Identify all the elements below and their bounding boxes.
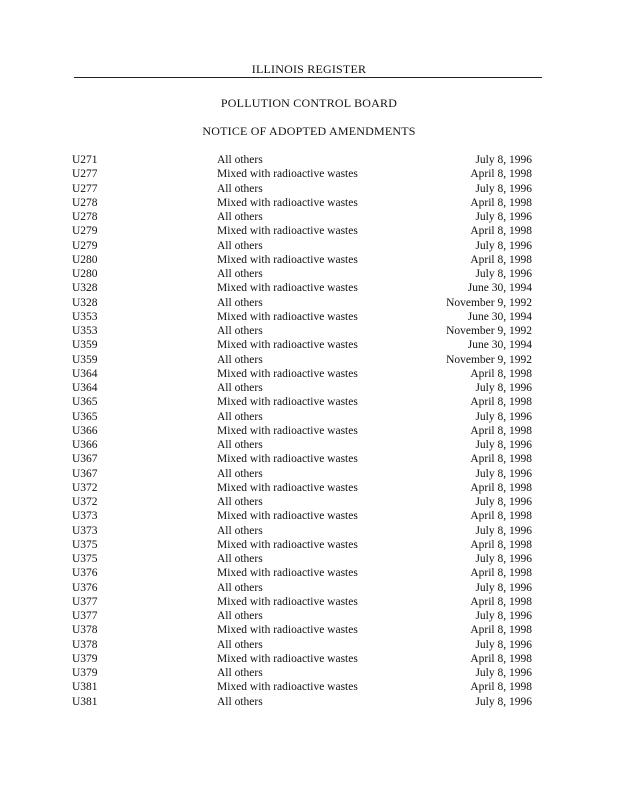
waste-code: U372: [72, 481, 98, 494]
waste-description: All others: [217, 610, 263, 622]
waste-code: U328: [72, 282, 98, 295]
effective-date: July 8, 1996: [475, 439, 532, 451]
effective-date: April 8, 1998: [470, 196, 532, 209]
waste-description: Mixed with radioactive wastes: [217, 310, 358, 323]
waste-description: Mixed with radioactive wastes: [217, 282, 358, 295]
effective-date: July 8, 1996: [475, 553, 532, 565]
effective-date: April 8, 1998: [470, 567, 532, 580]
waste-code: U277: [72, 168, 98, 181]
waste-code: U377: [72, 610, 98, 622]
table-row: [0, 566, 618, 580]
effective-date: April 8, 1998: [470, 253, 532, 266]
waste-code: U279: [72, 225, 98, 238]
effective-date: April 8, 1998: [470, 538, 532, 551]
waste-description: All others: [217, 154, 263, 166]
table-row: [0, 623, 618, 637]
table-row: [0, 666, 618, 680]
waste-description: Mixed with radioactive wastes: [217, 367, 358, 380]
register-title: ILLINOIS REGISTER: [251, 62, 367, 76]
effective-date: July 8, 1996: [475, 182, 532, 195]
waste-code: U378: [72, 624, 98, 637]
effective-date: July 8, 1996: [475, 467, 532, 480]
waste-description: Mixed with radioactive wastes: [217, 595, 358, 608]
waste-description: Mixed with radioactive wastes: [217, 567, 358, 580]
table-row: [0, 595, 618, 609]
table-row: [0, 581, 618, 595]
waste-description: All others: [217, 296, 263, 309]
waste-code: U379: [72, 667, 98, 679]
effective-date: July 8, 1996: [475, 410, 532, 423]
effective-date: April 8, 1998: [470, 624, 532, 637]
waste-description: All others: [217, 667, 263, 679]
table-row: [0, 196, 618, 210]
waste-description: All others: [217, 239, 263, 252]
waste-code: U381: [72, 681, 98, 694]
waste-code: U375: [72, 538, 98, 551]
table-row: [0, 467, 618, 481]
effective-date: July 8, 1996: [475, 695, 532, 708]
waste-description: All others: [217, 553, 263, 565]
table-row: [0, 253, 618, 267]
table-row: [0, 210, 618, 224]
waste-description: All others: [217, 695, 263, 708]
effective-date: July 8, 1996: [475, 154, 532, 166]
waste-description: All others: [217, 353, 263, 366]
waste-description: Mixed with radioactive wastes: [217, 624, 358, 637]
waste-description: All others: [217, 439, 263, 451]
waste-description: All others: [217, 638, 263, 651]
notice-title: NOTICE OF ADOPTED AMENDMENTS: [202, 124, 416, 138]
effective-date: July 8, 1996: [475, 382, 532, 394]
effective-date: November 9, 1992: [446, 296, 532, 309]
waste-description: Mixed with radioactive wastes: [217, 538, 358, 551]
waste-description: All others: [217, 382, 263, 394]
waste-description: All others: [217, 325, 263, 337]
waste-code: U381: [72, 695, 98, 708]
waste-code: U379: [72, 652, 98, 665]
effective-date: April 8, 1998: [470, 168, 532, 181]
table-row: [0, 524, 618, 538]
waste-code: U328: [72, 296, 98, 309]
waste-code: U364: [72, 367, 98, 380]
effective-date: June 30, 1994: [467, 339, 532, 352]
waste-code: U271: [72, 154, 98, 166]
effective-date: April 8, 1998: [470, 453, 532, 466]
waste-description: All others: [217, 211, 263, 223]
waste-description: All others: [217, 524, 263, 537]
table-row: [0, 338, 618, 352]
waste-code: U377: [72, 595, 98, 608]
header-rule: [74, 77, 542, 78]
waste-description: Mixed with radioactive wastes: [217, 424, 358, 437]
table-row: [0, 552, 618, 566]
effective-date: April 8, 1998: [470, 652, 532, 665]
waste-code: U279: [72, 239, 98, 252]
waste-description: Mixed with radioactive wastes: [217, 481, 358, 494]
table-row: [0, 167, 618, 181]
waste-code: U375: [72, 553, 98, 565]
waste-description: All others: [217, 581, 263, 594]
effective-date: July 8, 1996: [475, 211, 532, 223]
waste-description: Mixed with radioactive wastes: [217, 253, 358, 266]
table-row: [0, 680, 618, 694]
waste-code: U364: [72, 382, 98, 394]
effective-date: July 8, 1996: [475, 610, 532, 622]
waste-code: U366: [72, 439, 98, 451]
table-row: [0, 281, 618, 295]
effective-date: April 8, 1998: [470, 424, 532, 437]
effective-date: July 8, 1996: [475, 239, 532, 252]
waste-description: Mixed with radioactive wastes: [217, 453, 358, 466]
table-row: [0, 652, 618, 666]
table-row: [0, 353, 618, 367]
table-row: [0, 452, 618, 466]
table-row: [0, 495, 618, 509]
effective-date: November 9, 1992: [446, 325, 532, 337]
waste-code: U359: [72, 353, 98, 366]
waste-description: Mixed with radioactive wastes: [217, 396, 358, 409]
effective-date: April 8, 1998: [470, 225, 532, 238]
waste-code-table: [0, 153, 618, 709]
waste-code: U378: [72, 638, 98, 651]
effective-date: July 8, 1996: [475, 667, 532, 679]
table-row: [0, 239, 618, 253]
table-row: [0, 509, 618, 523]
waste-code: U278: [72, 211, 98, 223]
table-row: [0, 367, 618, 381]
waste-description: Mixed with radioactive wastes: [217, 339, 358, 352]
table-row: [0, 224, 618, 238]
waste-description: Mixed with radioactive wastes: [217, 225, 358, 238]
waste-code: U367: [72, 453, 98, 466]
waste-description: Mixed with radioactive wastes: [217, 510, 358, 523]
table-row: [0, 424, 618, 438]
waste-code: U373: [72, 510, 98, 523]
waste-code: U353: [72, 310, 98, 323]
waste-code: U365: [72, 410, 98, 423]
waste-code: U278: [72, 196, 98, 209]
waste-description: Mixed with radioactive wastes: [217, 168, 358, 181]
board-title: POLLUTION CONTROL BOARD: [220, 96, 398, 110]
table-row: [0, 324, 618, 338]
waste-code: U372: [72, 496, 98, 508]
waste-code: U365: [72, 396, 98, 409]
waste-code: U353: [72, 325, 98, 337]
table-row: [0, 410, 618, 424]
effective-date: April 8, 1998: [470, 595, 532, 608]
effective-date: July 8, 1996: [475, 581, 532, 594]
waste-code: U280: [72, 268, 98, 280]
waste-description: Mixed with radioactive wastes: [217, 196, 358, 209]
effective-date: July 8, 1996: [475, 268, 532, 280]
table-row: [0, 182, 618, 196]
waste-description: All others: [217, 182, 263, 195]
waste-code: U359: [72, 339, 98, 352]
table-row: [0, 153, 618, 167]
waste-description: All others: [217, 410, 263, 423]
waste-description: All others: [217, 268, 263, 280]
table-row: [0, 395, 618, 409]
effective-date: July 8, 1996: [475, 496, 532, 508]
effective-date: July 8, 1996: [475, 638, 532, 651]
effective-date: July 8, 1996: [475, 524, 532, 537]
effective-date: April 8, 1998: [470, 481, 532, 494]
waste-code: U376: [72, 567, 98, 580]
waste-code: U373: [72, 524, 98, 537]
waste-code: U367: [72, 467, 98, 480]
table-row: [0, 609, 618, 623]
table-row: [0, 267, 618, 281]
table-row: [0, 381, 618, 395]
table-row: [0, 296, 618, 310]
waste-description: All others: [217, 496, 263, 508]
effective-date: November 9, 1992: [446, 353, 532, 366]
table-row: [0, 695, 618, 709]
waste-code: U366: [72, 424, 98, 437]
waste-code: U376: [72, 581, 98, 594]
table-row: [0, 310, 618, 324]
waste-code: U277: [72, 182, 98, 195]
effective-date: June 30, 1994: [467, 310, 532, 323]
effective-date: April 8, 1998: [470, 396, 532, 409]
effective-date: April 8, 1998: [470, 367, 532, 380]
waste-description: Mixed with radioactive wastes: [217, 652, 358, 665]
waste-description: Mixed with radioactive wastes: [217, 681, 358, 694]
table-row: [0, 538, 618, 552]
waste-description: All others: [217, 467, 263, 480]
table-row: [0, 481, 618, 495]
effective-date: April 8, 1998: [470, 510, 532, 523]
effective-date: April 8, 1998: [470, 681, 532, 694]
table-row: [0, 638, 618, 652]
effective-date: June 30, 1994: [467, 282, 532, 295]
waste-code: U280: [72, 253, 98, 266]
table-row: [0, 438, 618, 452]
